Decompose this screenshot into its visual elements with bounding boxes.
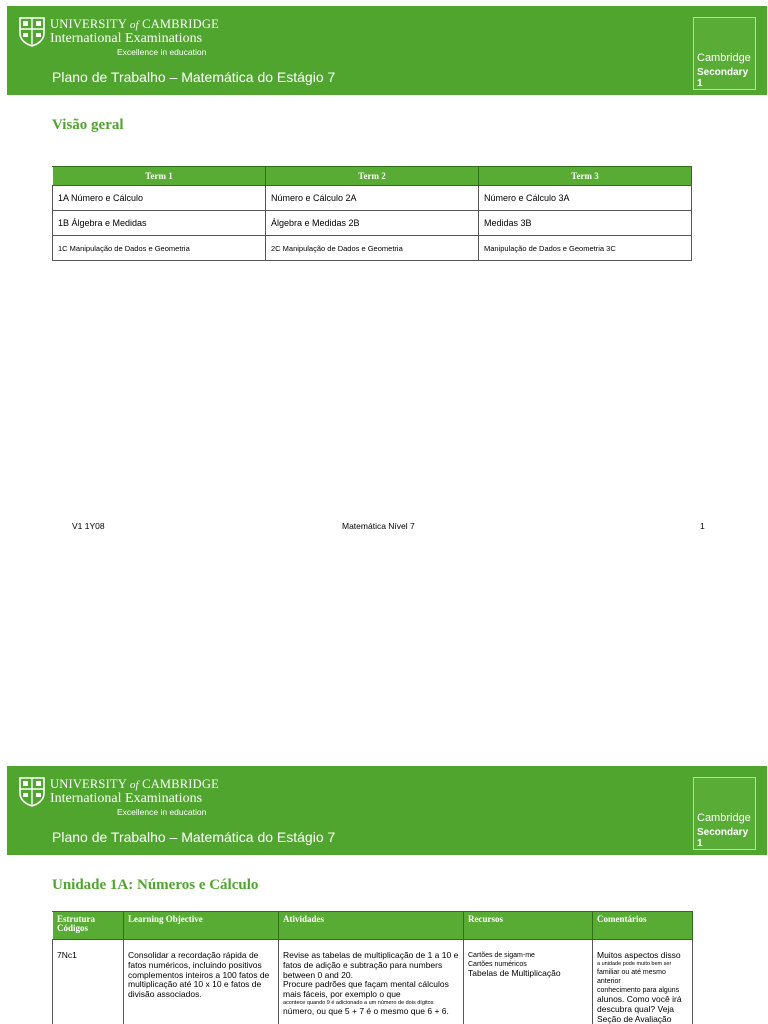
- comment-text: Muitos aspectos disso: [597, 950, 681, 960]
- column-header: Estrutura Códigos: [53, 912, 124, 940]
- comment-text: alunos. Como você irá descubra qual? Veja Seção de Avaliação: [597, 994, 682, 1024]
- activities-small-text: acontece quando 9 é adicionado a um número de dois dígitos: [283, 999, 434, 1006]
- table-cell: 1C Manipulação de Dados e Geometria: [53, 236, 266, 261]
- table-row: [53, 211, 692, 236]
- comments-cell: [593, 940, 693, 1024]
- activities-cell: [279, 940, 464, 1024]
- university-crest-icon: [19, 777, 45, 807]
- badge-line-1: Cambridge: [697, 52, 751, 64]
- comment-small-text: a unidade pode muito bem ser: [597, 960, 672, 967]
- column-header: Atividades: [279, 912, 464, 940]
- tagline: Excellence in education: [117, 47, 207, 57]
- framework-code: 7Nc1: [53, 940, 124, 1024]
- resource-item: Tabelas de Multiplicação: [468, 968, 561, 979]
- table-cell: Número e Cálculo 2A: [266, 186, 479, 211]
- tagline: Excellence in education: [117, 807, 207, 817]
- page-2: [0, 760, 768, 1024]
- overview-table: [52, 166, 692, 261]
- table-row: [53, 186, 692, 211]
- document-title: Plano de Trabalho – Matemática do Estágio 7: [52, 69, 336, 85]
- badge-line-1: Cambridge: [697, 812, 751, 824]
- unit-table: [52, 911, 693, 1024]
- resource-item: Cartões numéricos: [468, 961, 527, 969]
- overview-heading: Visão geral: [52, 117, 124, 133]
- column-header: Recursos: [464, 912, 593, 940]
- activities-text: Procure padrões que façam mental cálculos mais fáceis, por exemplo o que: [283, 979, 449, 1000]
- table-cell: Medidas 3B: [479, 211, 692, 236]
- university-name: UNIVERSITY of CAMBRIDGE: [50, 17, 219, 31]
- document-title: Plano de Trabalho – Matemática do Estágio 7: [52, 829, 336, 845]
- column-header: Term 1: [53, 167, 266, 186]
- resource-item: Cartões de sigam-me: [468, 952, 535, 959]
- cie-name: International Examinations: [50, 791, 203, 806]
- table-cell: Manipulação de Dados e Geometria 3C: [479, 236, 692, 261]
- table-cell: 1A Número e Cálculo: [53, 186, 266, 211]
- comment-small-text: familiar ou até mesmo anterior: [597, 968, 666, 985]
- column-header: Learning Objective: [124, 912, 279, 940]
- table-cell: Número e Cálculo 3A: [479, 186, 692, 211]
- cie-name: International Examinations: [50, 31, 203, 46]
- footer-subject: Matemática Nível 7: [342, 521, 415, 531]
- table-header-row: [53, 912, 693, 940]
- table-cell: Álgebra e Medidas 2B: [266, 211, 479, 236]
- learning-objective: Consolidar a recordação rápida de fatos numéricos, incluindo positivos complementos inteiros a 100 fatos de multiplicação até 10 x 10 e fatos de divisão associados.: [124, 940, 279, 1024]
- column-header: Comentários: [593, 912, 693, 940]
- footer-version: V1 1Y08: [72, 521, 105, 531]
- resources-cell: [464, 940, 593, 1024]
- table-header-row: [53, 167, 692, 186]
- table-row: [53, 940, 693, 1024]
- cambridge-secondary-badge: [693, 777, 756, 850]
- badge-line-2: Secondary 1: [697, 67, 749, 89]
- table-cell: 2C Manipulação de Dados e Geometria: [266, 236, 479, 261]
- header-banner: [7, 766, 767, 855]
- comment-small-text: conhecimento para alguns: [597, 987, 680, 995]
- column-header: Term 3: [479, 167, 692, 186]
- badge-line-2: Secondary 1: [697, 827, 749, 849]
- header-banner: [7, 6, 767, 95]
- activities-text: número, ou que 5 + 7 é o mesmo que 6 + 6.: [283, 1005, 449, 1016]
- university-name: UNIVERSITY of CAMBRIDGE: [50, 777, 219, 791]
- university-crest-icon: [19, 17, 45, 47]
- cambridge-secondary-badge: [693, 17, 756, 90]
- table-cell: 1B Álgebra e Medidas: [53, 211, 266, 236]
- footer-page-number: 1: [700, 521, 705, 531]
- activities-text: Revise as tabelas de multiplicação de 1 a 10 e fatos de adição e subtração para numbers between 0 and 20.: [283, 950, 459, 980]
- table-row: [53, 236, 692, 261]
- unit-heading: Unidade 1A: Números e Cálculo: [52, 877, 259, 893]
- column-header: Term 2: [266, 167, 479, 186]
